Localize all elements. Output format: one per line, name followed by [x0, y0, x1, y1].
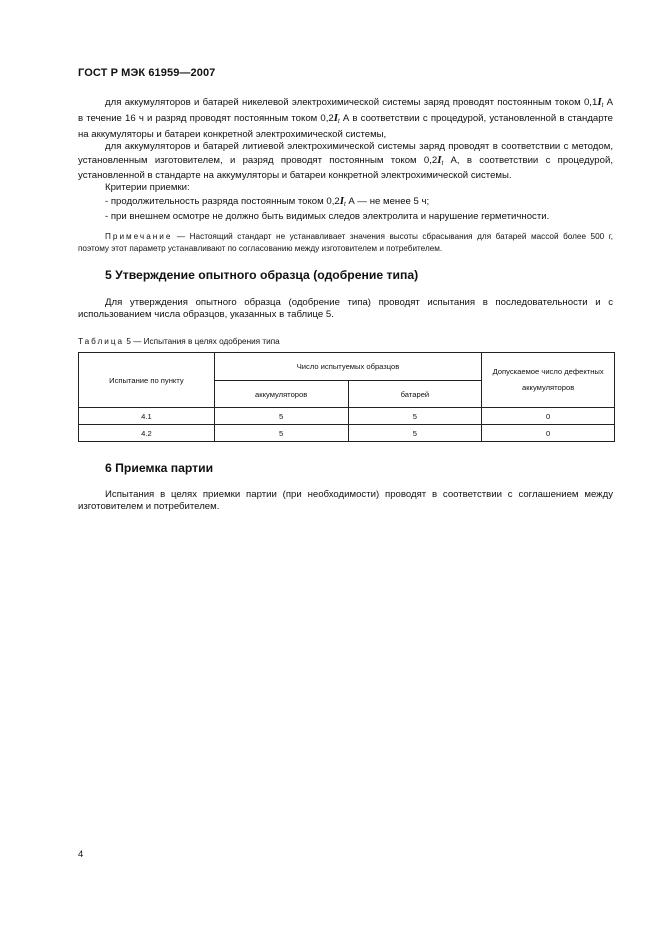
header-sample-count: Число испытуемых образцов: [214, 353, 481, 381]
table-row: 4.1 5 5 0: [79, 408, 615, 425]
header-allowed-defects: Допускаемое число дефектных аккумуляторов: [482, 353, 615, 408]
header-test-clause: Испытание по пункту: [79, 353, 215, 408]
note: [78, 231, 613, 255]
paragraph-lithium: для аккумуляторов и батарей литиевой электрохимической системы заряд проводят в соответствии с методом, установленным изготовителем, и разряд проводят постоянным током $0,2I_t$ А, в соответствии с процедурой, установленной в стандарте на аккумуляторы и батареи конкретной электрохимической системы.: [78, 141, 614, 182]
page-number: 4: [78, 849, 84, 860]
table-5: [78, 352, 615, 442]
header-batteries: батарей: [348, 381, 482, 408]
criteria-item: - продолжительность разряда постоянным током $0,2I_t$ А — не менее 5 ч;: [105, 194, 430, 208]
section-6-text: Испытания в целях приемки партии (при необходимости) проводят в соответствии с соглашением между изготовителем и потребителем.: [78, 489, 613, 513]
intro-block: [78, 96, 613, 224]
table-5-caption: Таблица 5 — Испытания в целях одобрения типа: [78, 337, 280, 346]
section-5-title: 5 Утверждение опытного образца (одобрение типа): [105, 268, 419, 282]
criteria-title: Критерии приемки:: [105, 182, 190, 194]
document-header: ГОСТ Р МЭК 61959—2007: [78, 67, 216, 79]
paragraph-nickel: для аккумуляторов и батарей никелевой электрохимической системы заряд проводят постоянным током $0,1I_t$ А в течение 16 ч и разряд проводят постоянным током $0,2I_t$ А в соответствии с процедурой, установленной в стандарте на аккумуляторы и батареи конкретной электрохимической системы,: [78, 96, 613, 140]
header-cells: аккумуляторов: [214, 381, 348, 408]
table-row: 4.2 5 5 0: [79, 425, 615, 442]
note-text: — Настоящий стандарт не устанавливает значения высоты сбрасывания для батарей массой более 500 г, поэтому этот параметр устанавливают по согласованию между изготовителем и потребителем.: [78, 232, 613, 253]
section-5-text: Для утверждения опытного образца (одобрение типа) проводят испытания в последовательности и с использованием числа образцов, указанных в таблице 5.: [78, 297, 613, 321]
section-6-title: 6 Приемка партии: [105, 461, 214, 475]
note-label: Примечание: [105, 232, 173, 241]
criteria-list: [78, 195, 613, 224]
criteria-item: - при внешнем осмотре не должно быть видимых следов электролита и нарушение герметичности.: [105, 211, 550, 223]
